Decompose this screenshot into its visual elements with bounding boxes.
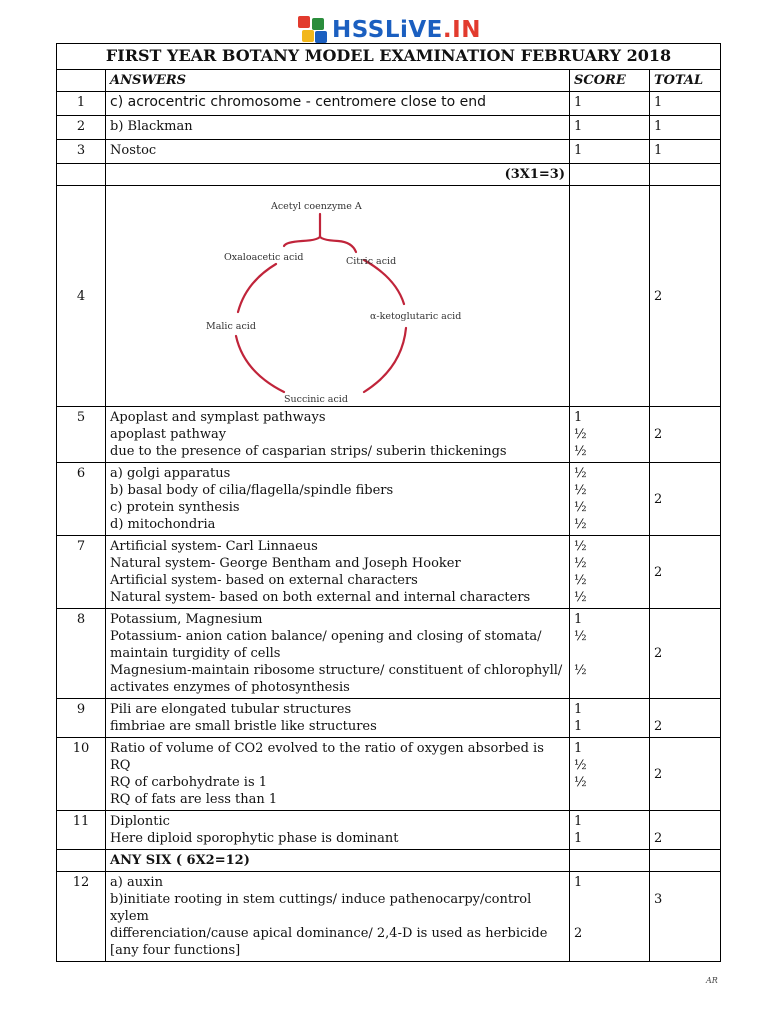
answer-text: Nostoc bbox=[106, 140, 570, 164]
krebs-cycle-diagram bbox=[106, 186, 569, 406]
hsslive-logo bbox=[298, 16, 481, 44]
table-row bbox=[57, 536, 721, 609]
section-row bbox=[57, 850, 721, 872]
table-row bbox=[57, 872, 721, 962]
table-row bbox=[57, 609, 721, 699]
krebs-cycle-svg bbox=[106, 186, 568, 408]
score: 1 1 bbox=[570, 811, 650, 850]
answer-text: Pili are elongated tubular structures fimbriae are small bristle like structures bbox=[106, 699, 570, 738]
cycle-arc-succ-malic bbox=[236, 336, 284, 392]
answer-text: Apoplast and symplast pathways apoplast pathway due to the presence of casparian strips/ suberin thickenings bbox=[106, 407, 570, 463]
score: 1 2 bbox=[570, 872, 650, 962]
total: 1 bbox=[650, 140, 721, 164]
question-number: 12 bbox=[57, 872, 106, 962]
label-acetyl-coa: Acetyl coenzyme A bbox=[271, 201, 362, 212]
question-number: 1 bbox=[57, 92, 106, 116]
question-number: 4 bbox=[57, 186, 106, 407]
logo-kids-icon bbox=[298, 16, 328, 44]
label-malic: Malic acid bbox=[206, 321, 256, 332]
score: 1 ½ ½ bbox=[570, 738, 650, 811]
question-number: 8 bbox=[57, 609, 106, 699]
score: ½ ½ ½ ½ bbox=[570, 536, 650, 609]
table-row bbox=[57, 92, 721, 116]
total: 2 bbox=[650, 738, 721, 811]
question-number: 11 bbox=[57, 811, 106, 850]
table-row bbox=[57, 699, 721, 738]
label-oxaloacetic: Oxaloacetic acid bbox=[224, 252, 304, 263]
table-header bbox=[57, 70, 721, 92]
answer-text: Diplontic Here diploid sporophytic phase is dominant bbox=[106, 811, 570, 850]
score: 1 bbox=[570, 116, 650, 140]
question-number: 2 bbox=[57, 116, 106, 140]
answer-text: b) Blackman bbox=[106, 116, 570, 140]
total: 1 bbox=[650, 116, 721, 140]
section-marks: ANY SIX ( 6X2=12) bbox=[106, 850, 570, 872]
table-row bbox=[57, 186, 721, 407]
question-number: 10 bbox=[57, 738, 106, 811]
question-number: 3 bbox=[57, 140, 106, 164]
footer-initials: AR bbox=[706, 976, 718, 985]
cycle-branch-left bbox=[284, 236, 320, 246]
question-number: 6 bbox=[57, 463, 106, 536]
answer-text: Ratio of volume of CO2 evolved to the ratio of oxygen absorbed is RQ RQ of carbohydrate is 1 RQ of fats are less than 1 bbox=[106, 738, 570, 811]
total: 2 bbox=[650, 463, 721, 536]
answer-text: a) auxin b)initiate rooting in stem cuttings/ induce pathenocarpy/control xylem differenciation/cause apical dominance/ 2,4-D is used as herbicide [any four functions] bbox=[106, 872, 570, 962]
table-row bbox=[57, 140, 721, 164]
total: 2 bbox=[650, 811, 721, 850]
answer-text: c) acrocentric chromosome - centromere close to end bbox=[106, 92, 570, 116]
total: 2 bbox=[650, 699, 721, 738]
label-citric: Citric acid bbox=[346, 256, 397, 267]
score: 1 bbox=[570, 92, 650, 116]
cycle-arc-malic-oxalo bbox=[238, 264, 276, 312]
table-row bbox=[57, 738, 721, 811]
total: 3 bbox=[650, 872, 721, 962]
header-total: TOTAL bbox=[650, 70, 721, 92]
question-number: 7 bbox=[57, 536, 106, 609]
question-number: 5 bbox=[57, 407, 106, 463]
question-number: 9 bbox=[57, 699, 106, 738]
total: 2 bbox=[650, 609, 721, 699]
score: 1 ½ ½ bbox=[570, 407, 650, 463]
total: 2 bbox=[650, 407, 721, 463]
exam-title: FIRST YEAR BOTANY MODEL EXAMINATION FEBRUARY 2018 bbox=[57, 44, 721, 70]
logo-text: HSSLiVE.IN bbox=[332, 17, 481, 43]
score: 1 1 bbox=[570, 699, 650, 738]
total: 2 bbox=[650, 186, 721, 407]
score: 1 ½ ½ bbox=[570, 609, 650, 699]
label-ketoglutaric: α-ketoglutaric acid bbox=[370, 311, 462, 322]
header-score: SCORE bbox=[570, 70, 650, 92]
answer-text: a) golgi apparatus b) basal body of cilia/flagella/spindle fibers c) protein synthesis d) mitochondria bbox=[106, 463, 570, 536]
section-row bbox=[57, 164, 721, 186]
table-row bbox=[57, 407, 721, 463]
score: 1 bbox=[570, 140, 650, 164]
section-marks: (3X1=3) bbox=[106, 164, 570, 186]
total: 1 bbox=[650, 92, 721, 116]
header-answers: ANSWERS bbox=[106, 70, 570, 92]
table-row bbox=[57, 463, 721, 536]
answer-key-table bbox=[56, 43, 721, 962]
cycle-branch-right bbox=[320, 236, 356, 252]
cycle-arc-keto-succ bbox=[364, 328, 406, 392]
answer-text: Artificial system- Carl Linnaeus Natural system- George Bentham and Joseph Hooker Artificial system- based on external characters Natural system- based on both external and internal characters bbox=[106, 536, 570, 609]
table-row bbox=[57, 811, 721, 850]
total: 2 bbox=[650, 536, 721, 609]
label-succinic: Succinic acid bbox=[284, 394, 348, 405]
table-row bbox=[57, 116, 721, 140]
answer-text: Potassium, Magnesium Potassium- anion cation balance/ opening and closing of stomata/ maintain turgidity of cells Magnesium-maintain ribosome structure/ constituent of chlorophyll/ activates enzymes of photosynthesis bbox=[106, 609, 570, 699]
score: ½ ½ ½ ½ bbox=[570, 463, 650, 536]
